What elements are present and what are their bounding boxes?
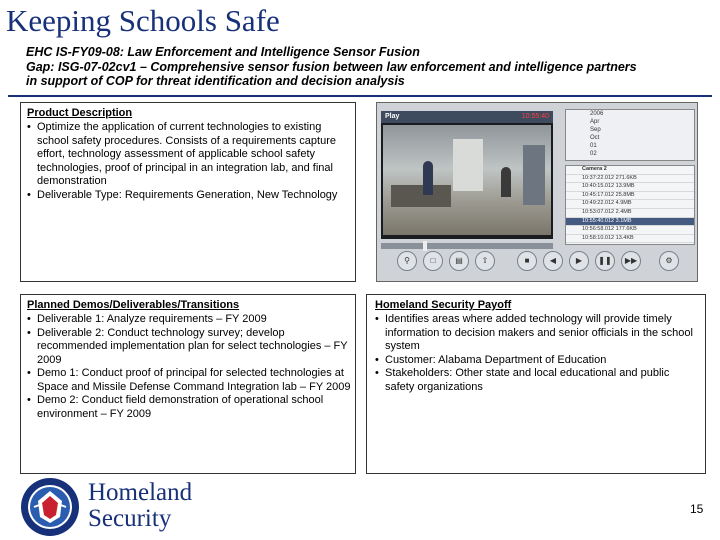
list-item: • Identifies areas where added technology will provide timely information to decision makers and senior officials in the school system (375, 313, 701, 354)
play-icon: ▶ (569, 251, 589, 271)
scene-desk (391, 185, 451, 207)
zoom-icon: ⚲ (397, 251, 417, 271)
list-item: • Demo 1: Conduct proof of principal for selected technologies at Space and Missile Defense Command Integration lab – FY 2009 (27, 367, 351, 394)
timeline-handle (423, 241, 427, 251)
list-item: 10:37:22.012 271.6KB (566, 175, 694, 184)
list-item: • Optimize the application of current technologies to existing school safety procedures. Consists of a requirements capture effort, technology assessment of applicable school safety technologies, proof of principal in an integration lab, and final demonstration (27, 121, 351, 189)
video-status-bar (381, 111, 553, 123)
video-pane (381, 111, 553, 239)
dhs-seal-icon (20, 477, 80, 537)
homeland-security-payoff-box (366, 294, 706, 474)
list-item: 10:49:22.012 4.9MB (566, 200, 694, 209)
forward-icon: ▶▶ (621, 251, 641, 271)
tree-item: Oct (590, 135, 600, 141)
homeland-security-wordmark (88, 480, 192, 532)
list-item: 10:45:17.012 25.8MB (566, 192, 694, 201)
product-description-heading: Product Description (27, 107, 133, 119)
scene-cabinet (523, 145, 545, 205)
payoff-list (375, 313, 701, 394)
brand-line-2: Security (88, 505, 172, 532)
scene-person (423, 161, 433, 195)
tree-item: 2006 (590, 111, 604, 117)
product-description-list (27, 121, 351, 202)
list-header: Camera 2 (566, 166, 694, 175)
slide-title: Keeping Schools Safe (6, 3, 280, 38)
title-divider (8, 95, 712, 97)
scene-door (453, 139, 483, 191)
surveillance-software-screenshot (376, 102, 698, 282)
tree-item: Sep (590, 127, 601, 133)
subtitle-line-3: in support of COP for threat identification and decision analysis (26, 74, 405, 88)
mode-label: Play (385, 113, 400, 120)
tree-item: Apr (590, 119, 600, 125)
list-item: • Stakeholders: Other state and local educational and public safety organizations (375, 367, 701, 394)
pause-icon: ❚❚ (595, 251, 615, 271)
list-item: 10:58:10.012 13.4KB (566, 235, 694, 244)
list-item: • Deliverable 1: Analyze requirements – FY 2009 (27, 313, 351, 327)
tree-item: 01 (590, 143, 597, 149)
slide-subtitle (26, 45, 716, 89)
list-item: • Demo 2: Conduct field demonstration of operational school environment – FY 2009 (27, 394, 351, 421)
settings-icon: ⚙ (659, 251, 679, 271)
camera-image (383, 125, 551, 235)
list-item: • Customer: Alabama Department of Education (375, 354, 701, 368)
list-item: 10:56:58.012 177.6KB (566, 226, 694, 235)
subtitle-line-1: EHC IS-FY09-08: Law Enforcement and Intelligence Sensor Fusion (26, 45, 420, 59)
recording-list (565, 165, 695, 245)
playback-controls (387, 251, 687, 275)
export-icon: ⇧ (475, 251, 495, 271)
planned-demos-list (27, 313, 351, 421)
planned-demos-heading: Planned Demos/Deliverables/Transitions (27, 299, 240, 311)
subtitle-line-2: Gap: ISG-07-02cv1 – Comprehensive sensor fusion between law enforcement and intelligence partners (26, 59, 637, 74)
clock-readout: 10:55:40 (521, 113, 549, 120)
planned-demos-box (20, 294, 356, 474)
scene-person (501, 167, 511, 197)
print-icon: ▤ (449, 251, 469, 271)
brand-line-1: Homeland (88, 479, 193, 506)
date-tree (565, 109, 695, 161)
list-item-selected: 10:55:40.012 3.1MB (566, 218, 694, 227)
product-description-box (20, 102, 356, 282)
payoff-heading: Homeland Security Payoff (375, 299, 512, 311)
rewind-icon: ◀ (543, 251, 563, 271)
list-item: • Deliverable 2: Conduct technology survey; develop recommended implementation plan for select technologies – FY 2009 (27, 327, 351, 368)
video-timeline (381, 243, 553, 249)
stop-icon: ■ (517, 251, 537, 271)
camera-icon: □ (423, 251, 443, 271)
list-item: 10:53:07.012 2.4MB (566, 209, 694, 218)
tree-item: 02 (590, 151, 597, 157)
list-item: • Deliverable Type: Requirements Generation, New Technology (27, 189, 351, 203)
page-number: 15 (690, 502, 704, 516)
list-item: 10:40:15.012 13.9MB (566, 183, 694, 192)
